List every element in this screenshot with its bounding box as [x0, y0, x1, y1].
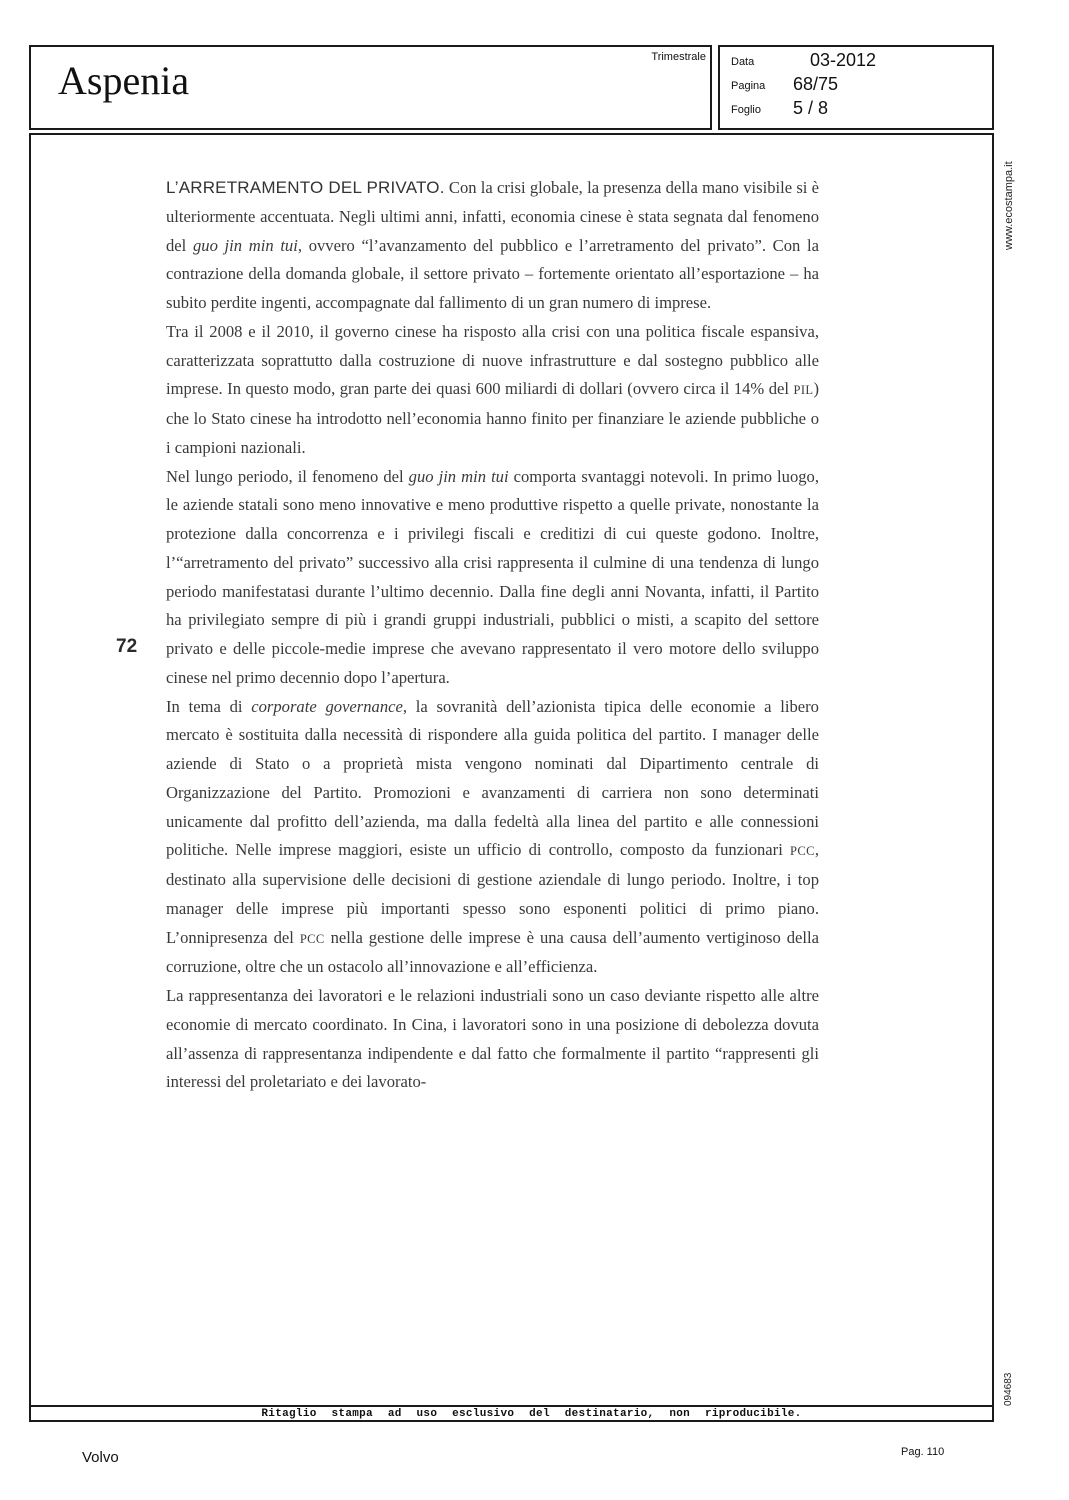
lead-heading: L’ARRETRAMENTO DEL PRIVATO.: [166, 178, 445, 197]
text-span: In tema di: [166, 696, 252, 716]
text-span: , destinato alla supervisione delle decisioni di gestione aziendale di lungo periodo. Inoltre, i top manager delle imprese più importanti spesso sono esponenti politici di primo piano. L’onnipresenza del: [166, 840, 819, 947]
italic-term: guo jin min tui: [408, 466, 509, 486]
text-span: , la sovranità dell’azionista tipica delle economie a libero mercato è sostituita dalla necessità di rispondere alla guida politica del partito. I manager delle aziende di Stato o a proprietà mista vengono nominati dal Dipartimento centrale di Organizzazione del Partito. Promozioni e avanzamenti di carriera non sono determinati unicamente dal profitto dell’azienda, ma dalla fedeltà alla linea del partito e alle connessioni politiche. Nelle imprese maggiori, esiste un ufficio di controllo, composto da funzionari: [166, 696, 819, 860]
paragraph: [166, 693, 819, 983]
publication-frequency: Trimestrale: [651, 51, 706, 63]
meta-date-label: Data: [731, 56, 755, 68]
acronym: PIL: [793, 383, 814, 398]
publication-title: Aspenia: [58, 58, 190, 103]
meta-sheet-label: Foglio: [731, 104, 761, 116]
acronym: PCC: [790, 844, 815, 859]
side-url: www.ecostampa.it: [1003, 161, 1015, 250]
header-publication-box: [29, 45, 712, 130]
paragraph: [166, 318, 819, 463]
meta-page-label: Pagina: [731, 80, 766, 92]
client-name: Volvo: [82, 1449, 119, 1466]
paragraph: [166, 174, 819, 318]
text-span: ) che lo Stato cinese ha introdotto nell’economia hanno finito per finanziare le aziende pubbliche o i campioni nazionali.: [166, 379, 819, 457]
text-span: Nel lungo periodo, il fenomeno del: [166, 466, 409, 486]
italic-term: corporate governance: [251, 696, 403, 716]
text-span: , ovvero “l’avanzamento del pubblico e l’arretramento del privato”. Con la contrazione della domanda globale, il settore privato – fortemente orientato all’esportazione – ha subito perdite ingenti, accompagnate dal fallimento di un gran numero di imprese.: [166, 235, 820, 312]
text-span: comporta svantaggi notevoli. In primo luogo, le aziende statali sono meno innovative e meno produttive rispetto a quelle private, nonostante la protezione dalla concorrenza e i privilegi fiscali e creditizi di cui queste godono. Inoltre, l’“arretramento del privato” successivo alla crisi rappresenta il culmine di una tendenza di lungo periodo manifestatasi durante l’ultimo decennio. Dalla fine degli anni Novanta, infatti, il Partito ha privilegiato sempre di più i grandi gruppi industriali, pubblici o misti, a scapito del settore privato e delle piccole-medie imprese che avevano rappresentato il vero motore dello sviluppo cinese nel primo decennio dopo l’apertura.: [166, 466, 820, 687]
page-number: 72: [116, 636, 138, 657]
text-span: La rappresentanza dei lavoratori e le relazioni industriali sono un caso deviante rispetto alle altre economie di mercato coordinato. In Cina, i lavoratori sono in una posizione di debolezza dovuta all’assenza di rappresentanza indipendente e dal fatto che formalmente il partito “rappresenti gli interessi del proletariato e dei lavorato-: [166, 986, 819, 1092]
footer-notice: Ritaglio stampa ad uso esclusivo del destinatario, non riproducibile.: [261, 1408, 802, 1420]
text-span: nella gestione delle imprese è una causa dell’aumento vertiginoso della corruzione, oltre che un ostacolo all’innovazione e all’efficienza.: [166, 927, 819, 977]
italic-term: guo jin min tui: [192, 235, 298, 255]
side-code: 094683: [1003, 1372, 1014, 1406]
paragraph: [166, 463, 819, 693]
paragraph: [166, 982, 819, 1097]
acronym: PCC: [299, 931, 325, 946]
article-body: [166, 174, 819, 1097]
meta-sheet-value: 5 / 8: [793, 98, 829, 118]
press-page-number: Pag. 110: [901, 1446, 945, 1458]
text-span: Con la crisi globale, la presenza della mano visibile si è ulteriormente accentuata. Negli ultimi anni, infatti, economia cinese è stata segnata dal fenomeno del: [166, 178, 820, 255]
meta-page-value: 68/75: [793, 74, 839, 94]
text-span: Tra il 2008 e il 2010, il governo cinese ha risposto alla crisi con una politica fiscale espansiva, caratterizzata soprattutto dalla costruzione di nuove infrastrutture e dal sostegno pubblico alle imprese. In questo modo, gran parte dei quasi 600 miliardi di dollari (ovvero circa il 14% del: [166, 321, 819, 399]
meta-date-value: 03-2012: [810, 50, 877, 70]
header-meta-box: [718, 45, 994, 130]
